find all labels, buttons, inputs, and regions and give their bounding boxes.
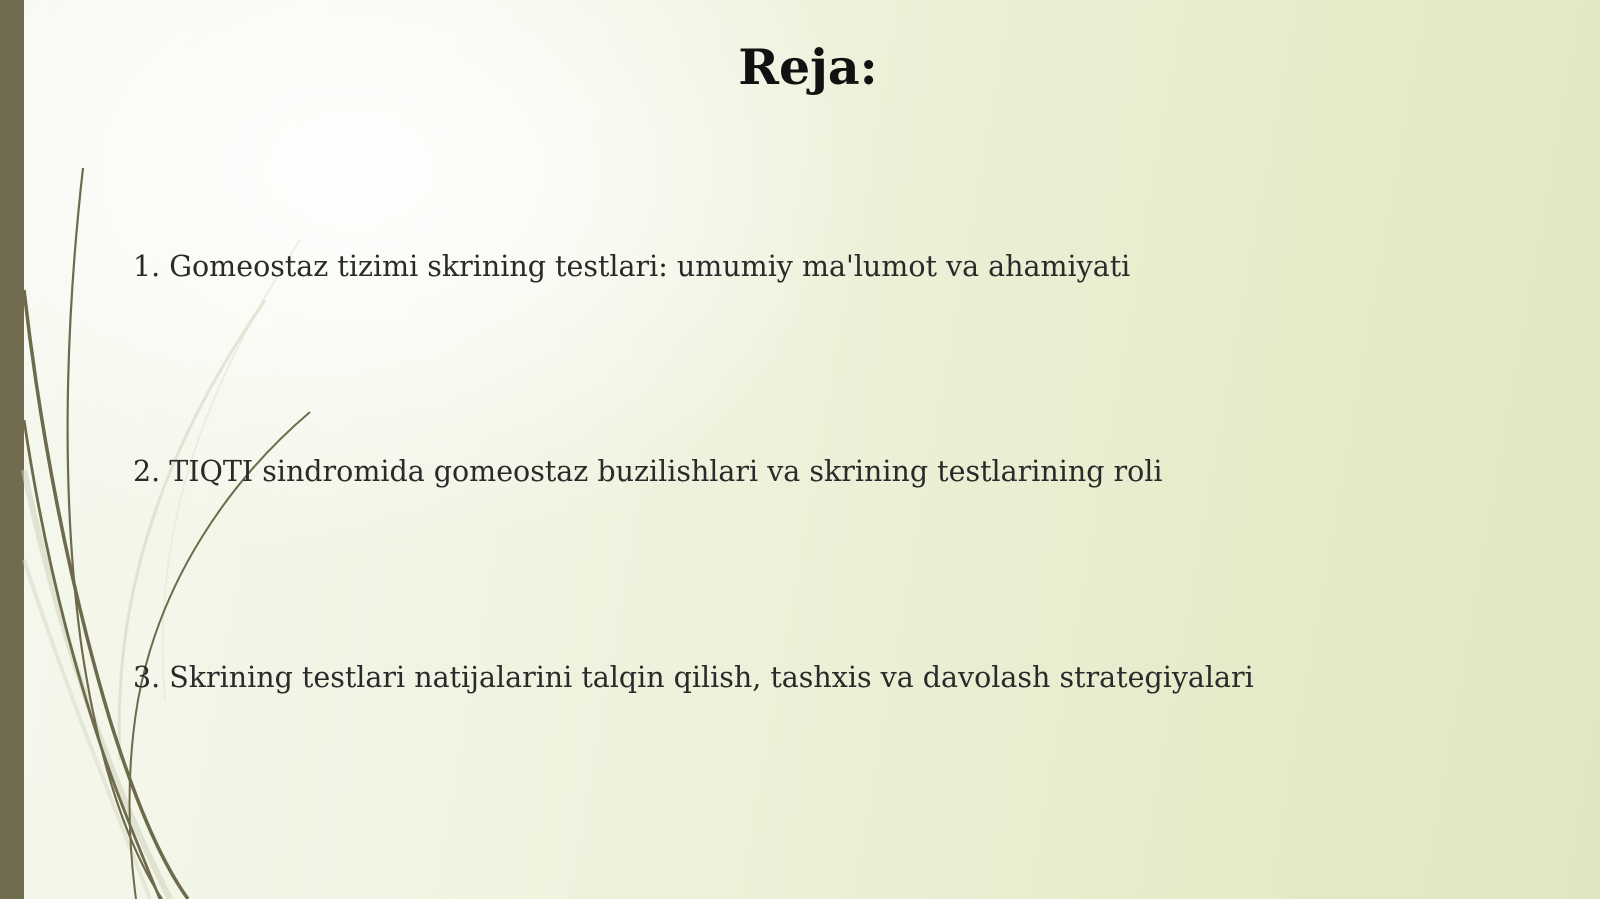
plan-item-3: 3. Skrining testlari natijalarini talqin qilish, tashxis va davolash strategiyalari xyxy=(133,661,1254,694)
plan-item-2: 2. TIQTI sindromida gomeostaz buzilishlari va skrining testlarining roli xyxy=(133,455,1163,488)
plan-item-1: 1. Gomeostaz tizimi skrining testlari: umumiy ma'lumot va ahamiyati xyxy=(133,250,1131,283)
left-accent-bar xyxy=(0,0,24,899)
slide-title: Reja: xyxy=(738,38,878,96)
